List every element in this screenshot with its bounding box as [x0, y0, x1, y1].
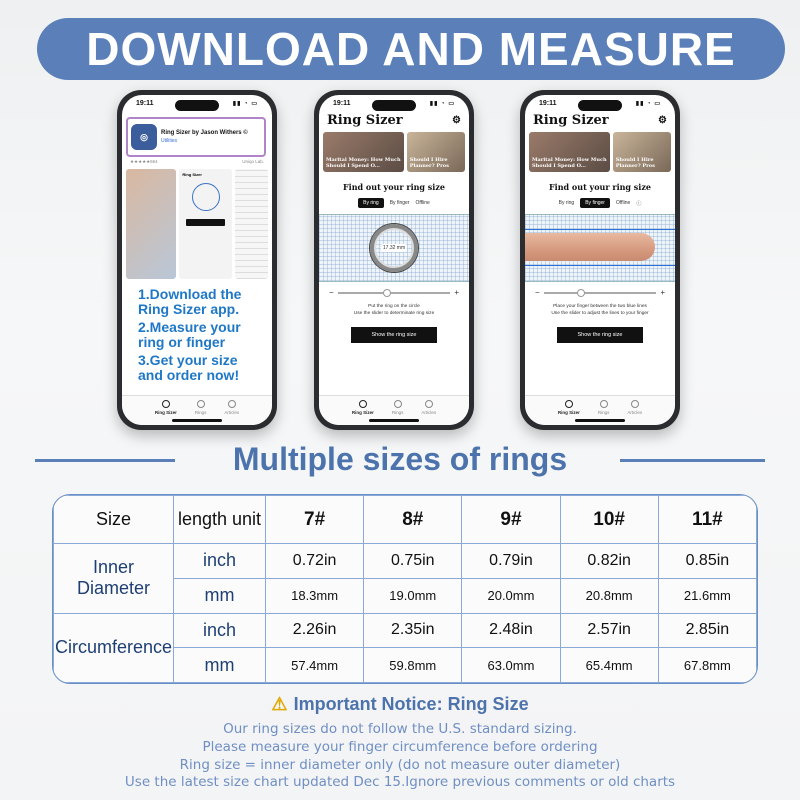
unit-cell: inch: [174, 544, 266, 579]
step-2: 2.Measure your ring or finger: [138, 319, 241, 350]
header-size-9: 9#: [462, 496, 560, 544]
value-cell: 0.82in: [560, 544, 658, 579]
status-icons: ▮▮ ◔ ▭: [232, 100, 258, 107]
measure-grid: [525, 214, 675, 282]
articles-tab-icon: [425, 400, 433, 408]
gear-icon[interactable]: ⚙: [658, 115, 667, 126]
minus-icon[interactable]: −: [535, 288, 540, 297]
header-length-unit: length unit: [174, 496, 266, 544]
value-cell: 63.0mm: [462, 648, 560, 683]
segment-by-finger[interactable]: By finger: [389, 200, 410, 206]
finger-photo: [525, 233, 655, 261]
download-measure-banner: DOWNLOAD AND MEASURE: [37, 18, 785, 80]
header-size-7: 7#: [266, 496, 364, 544]
value-cell: 65.4mm: [560, 648, 658, 683]
article-card[interactable]: Should I Hire Planner? Pros: [407, 132, 465, 172]
home-indicator: [172, 419, 222, 422]
ring-sizer-tab-icon: [162, 400, 170, 408]
articles-tab-icon: [228, 400, 236, 408]
status-time: 19:11: [539, 99, 557, 107]
app-rating: ★★★★★664: [130, 159, 158, 164]
app-developer: Uniqo Lab.: [242, 159, 264, 164]
value-cell: 2.85in: [658, 613, 756, 648]
plus-icon[interactable]: +: [454, 288, 459, 297]
header-size-10: 10#: [560, 496, 658, 544]
header-size-8: 8#: [364, 496, 462, 544]
size-slider[interactable]: [525, 282, 675, 297]
segment-by-ring[interactable]: By ring: [558, 200, 575, 206]
size-table: [52, 494, 758, 684]
preview-circle: [192, 183, 220, 211]
ring-measure-label: 17.32 mm: [382, 245, 406, 251]
unit-cell: inch: [174, 613, 266, 648]
rings-tab-icon: [197, 400, 205, 408]
table-row: [54, 544, 757, 579]
app-icon: ◎: [131, 124, 157, 150]
mode-segmented-control[interactable]: [319, 198, 469, 208]
mode-segmented-control[interactable]: [525, 198, 675, 208]
tab-ring-sizer[interactable]: Ring Sizer: [558, 400, 580, 425]
article-card[interactable]: Marital Money: How Much Should I Spend O...: [529, 132, 610, 172]
size-chart-preview: [235, 169, 268, 279]
notice-line-2: Please measure your finger circumference before ordering: [202, 739, 598, 755]
divider-left: [35, 459, 175, 462]
value-cell: 0.72in: [266, 544, 364, 579]
unit-cell: mm: [174, 578, 266, 613]
app-screenshots: [122, 167, 272, 281]
app-card[interactable]: [126, 117, 266, 157]
measure-grid: [319, 214, 469, 282]
articles-tab-icon: [631, 400, 639, 408]
segment-by-ring[interactable]: By ring: [358, 198, 384, 208]
unit-cell: mm: [174, 648, 266, 683]
value-cell: 2.35in: [364, 613, 462, 648]
app-name: Ring Sizer by Jason Withers ©: [161, 130, 248, 136]
show-ring-size-button[interactable]: Show the ring size: [557, 327, 643, 343]
value-cell: 21.6mm: [658, 578, 756, 613]
sizes-section-title: Multiple sizes of rings: [232, 440, 568, 477]
rings-tab-icon: [600, 400, 608, 408]
notice-line-1: Our ring sizes do not follow the U.S. standard sizing.: [223, 721, 577, 737]
slider-knob[interactable]: [383, 289, 391, 297]
status-icons: ▮▮ ◔ ▭: [635, 100, 661, 107]
status-icons: ▮▮ ◔ ▭: [429, 100, 455, 107]
value-cell: 57.4mm: [266, 648, 364, 683]
instructions: Place your finger between the two blue lines Use the slider to adjust the lines to your finger: [551, 304, 649, 316]
value-cell: 0.85in: [658, 544, 756, 579]
article-card[interactable]: Should I Hire Planner? Pros: [613, 132, 671, 172]
notice-line-3: Ring size = inner diameter only (do not measure outer diameter): [179, 757, 621, 773]
notice-heading: [0, 694, 800, 715]
rings-tab-icon: [394, 400, 402, 408]
steps-list: [122, 281, 272, 383]
ring-sizer-tab-icon: [359, 400, 367, 408]
value-cell: 0.79in: [462, 544, 560, 579]
dynamic-island: [372, 100, 416, 111]
notice-line-4: Use the latest size chart updated Dec 15.Ignore previous comments or old charts: [124, 774, 676, 790]
value-cell: 20.0mm: [462, 578, 560, 613]
value-cell: 67.8mm: [658, 648, 756, 683]
plus-icon[interactable]: +: [660, 288, 665, 297]
table-row: [54, 613, 757, 648]
ring-sizer-tab-icon: [565, 400, 573, 408]
slider-knob[interactable]: [577, 289, 585, 297]
ring-sizer-preview: [179, 169, 232, 279]
header-size-11: 11#: [658, 496, 756, 544]
app-category: Utilities: [161, 138, 178, 144]
step-1: 1.Download the Ring Sizer app.: [138, 286, 242, 317]
tab-articles[interactable]: Articles: [421, 400, 436, 425]
value-cell: 20.8mm: [560, 578, 658, 613]
article-card[interactable]: Marital Money: How Much Should I Spend O...: [323, 132, 404, 172]
segment-offline[interactable]: Offline: [415, 200, 430, 206]
tab-rings[interactable]: Rings: [598, 400, 610, 425]
hand-ring-photo: [126, 169, 176, 279]
value-cell: 59.8mm: [364, 648, 462, 683]
tab-ring-sizer[interactable]: Ring Sizer: [352, 400, 374, 425]
step-3: 3.Get your size and order now!: [138, 352, 240, 383]
gear-icon[interactable]: ⚙: [452, 115, 461, 126]
header-size: Size: [54, 496, 174, 544]
value-cell: 2.26in: [266, 613, 364, 648]
value-cell: 2.48in: [462, 613, 560, 648]
table-header-row: [54, 496, 757, 544]
preview-button: [186, 219, 225, 226]
status-time: 19:11: [136, 99, 154, 107]
home-indicator: [369, 419, 419, 422]
value-cell: 19.0mm: [364, 578, 462, 613]
instructions: Put the ring on the circle Use the slider to determinate ring size: [353, 304, 435, 316]
sizes-section-header: [0, 437, 800, 481]
find-size-heading: Find out your ring size: [343, 182, 445, 192]
app-title: Ring Sizer: [327, 113, 403, 128]
help-icon[interactable]: ⓘ: [636, 200, 642, 207]
warning-icon: ⚠: [271, 694, 288, 714]
preview-title: Ring Sizer: [182, 172, 202, 177]
tab-articles[interactable]: Articles: [627, 400, 642, 425]
segment-offline[interactable]: Offline: [615, 200, 631, 206]
size-slider[interactable]: [319, 282, 469, 297]
divider-right: [620, 459, 765, 462]
lower-guide-line[interactable]: [525, 265, 675, 266]
tab-articles[interactable]: Articles: [224, 400, 239, 425]
value-cell: 18.3mm: [266, 578, 364, 613]
notice-title: Important Notice: Ring Size: [293, 694, 529, 714]
segment-by-finger[interactable]: By finger: [580, 198, 610, 208]
find-size-heading: Find out your ring size: [549, 182, 651, 192]
tab-rings[interactable]: Rings: [392, 400, 404, 425]
inner-diameter-label: Inner Diameter: [54, 544, 174, 614]
app-title: Ring Sizer: [533, 113, 609, 128]
phone-by-finger: [520, 90, 680, 430]
minus-icon[interactable]: −: [329, 288, 334, 297]
value-cell: 0.75in: [364, 544, 462, 579]
phone-app-store: [117, 90, 277, 430]
value-cell: 2.57in: [560, 613, 658, 648]
dynamic-island: [175, 100, 219, 111]
show-ring-size-button[interactable]: Show the ring size: [351, 327, 437, 343]
dynamic-island: [578, 100, 622, 111]
tab-ring-sizer[interactable]: Ring Sizer: [155, 400, 177, 425]
status-time: 19:11: [333, 99, 351, 107]
tab-rings[interactable]: Rings: [195, 400, 207, 425]
circumference-label: Circumference: [54, 613, 174, 683]
upper-guide-line[interactable]: [525, 229, 675, 230]
phone-by-ring: [314, 90, 474, 430]
home-indicator: [575, 419, 625, 422]
